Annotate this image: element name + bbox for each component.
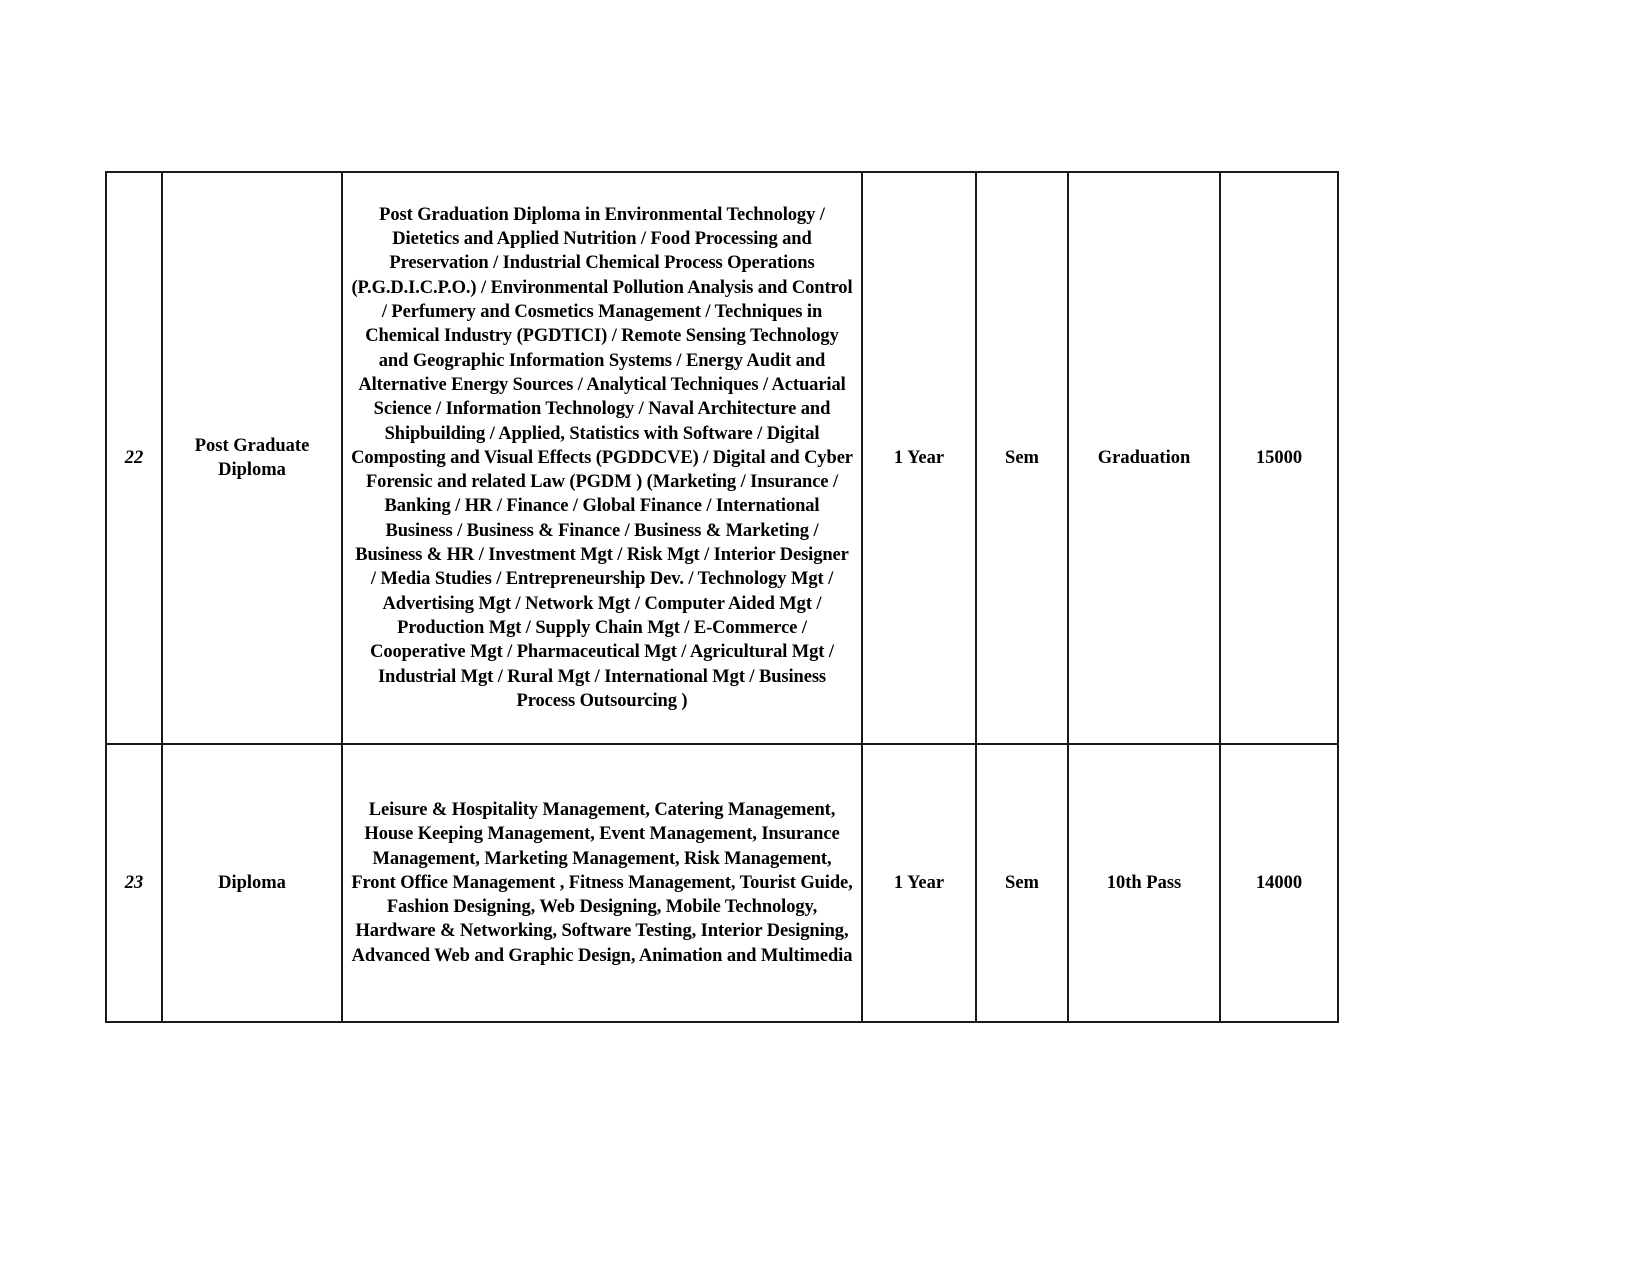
mode-cell: Sem — [976, 744, 1068, 1022]
course-type-cell: Diploma — [162, 744, 342, 1022]
row-number-cell: 22 — [106, 172, 162, 744]
fee-cell: 14000 — [1220, 744, 1338, 1022]
course-list-cell: Post Graduation Diploma in Environmental Technology / Dietetics and Applied Nutrition / Food Processing and Preservation / Industrial Chemical Process Operations (P.G.D.I.C.P.O.) / Environmental Pollution Analysis and Control / Perfumery and Cosmetics Management / Techniques in Chemical Industry (PGDTICI) / Remote Sensing Technology and Geographic Information Systems / Energy Audit and Alternative Energy Sources / Analytical Techniques / Actuarial Science / Information Technology / Naval Architecture and Shipbuilding / Applied, Statistics with Software / Digital Composting and Visual Effects (PGDDCVE) / Digital and Cyber Forensic and related Law (PGDM ) (Marketing / Insurance / Banking / HR / Finance / Global Finance / International Business / Business & Finance / Business & Marketing / Business & HR / Investment Mgt / Risk Mgt / Interior Designer / Media Studies / Entrepreneurship Dev. / Technology Mgt / Advertising Mgt / Network Mgt / Computer Aided Mgt / Production Mgt / Supply Chain Mgt / E-Commerce / Cooperative Mgt / Pharmaceutical Mgt / Agricultural Mgt / Industrial Mgt / Rural Mgt / International Mgt / Business Process Outsourcing ) — [342, 172, 862, 744]
duration-cell: 1 Year — [862, 172, 976, 744]
mode-cell: Sem — [976, 172, 1068, 744]
eligibility-cell: 10th Pass — [1068, 744, 1220, 1022]
row-number-cell: 23 — [106, 744, 162, 1022]
course-table — [105, 171, 1339, 1023]
table-row — [106, 172, 1338, 744]
duration-cell: 1 Year — [862, 744, 976, 1022]
course-type-cell: Post Graduate Diploma — [162, 172, 342, 744]
eligibility-cell: Graduation — [1068, 172, 1220, 744]
table-row — [106, 744, 1338, 1022]
course-list-cell: Leisure & Hospitality Management, Catering Management, House Keeping Management, Event Management, Insurance Management, Marketing Management, Risk Management, Front Office Management , Fitness Management, Tourist Guide, Fashion Designing, Web Designing, Mobile Technology, Hardware & Networking, Software Testing, Interior Designing, Advanced Web and Graphic Design, Animation and Multimedia — [342, 744, 862, 1022]
fee-cell: 15000 — [1220, 172, 1338, 744]
